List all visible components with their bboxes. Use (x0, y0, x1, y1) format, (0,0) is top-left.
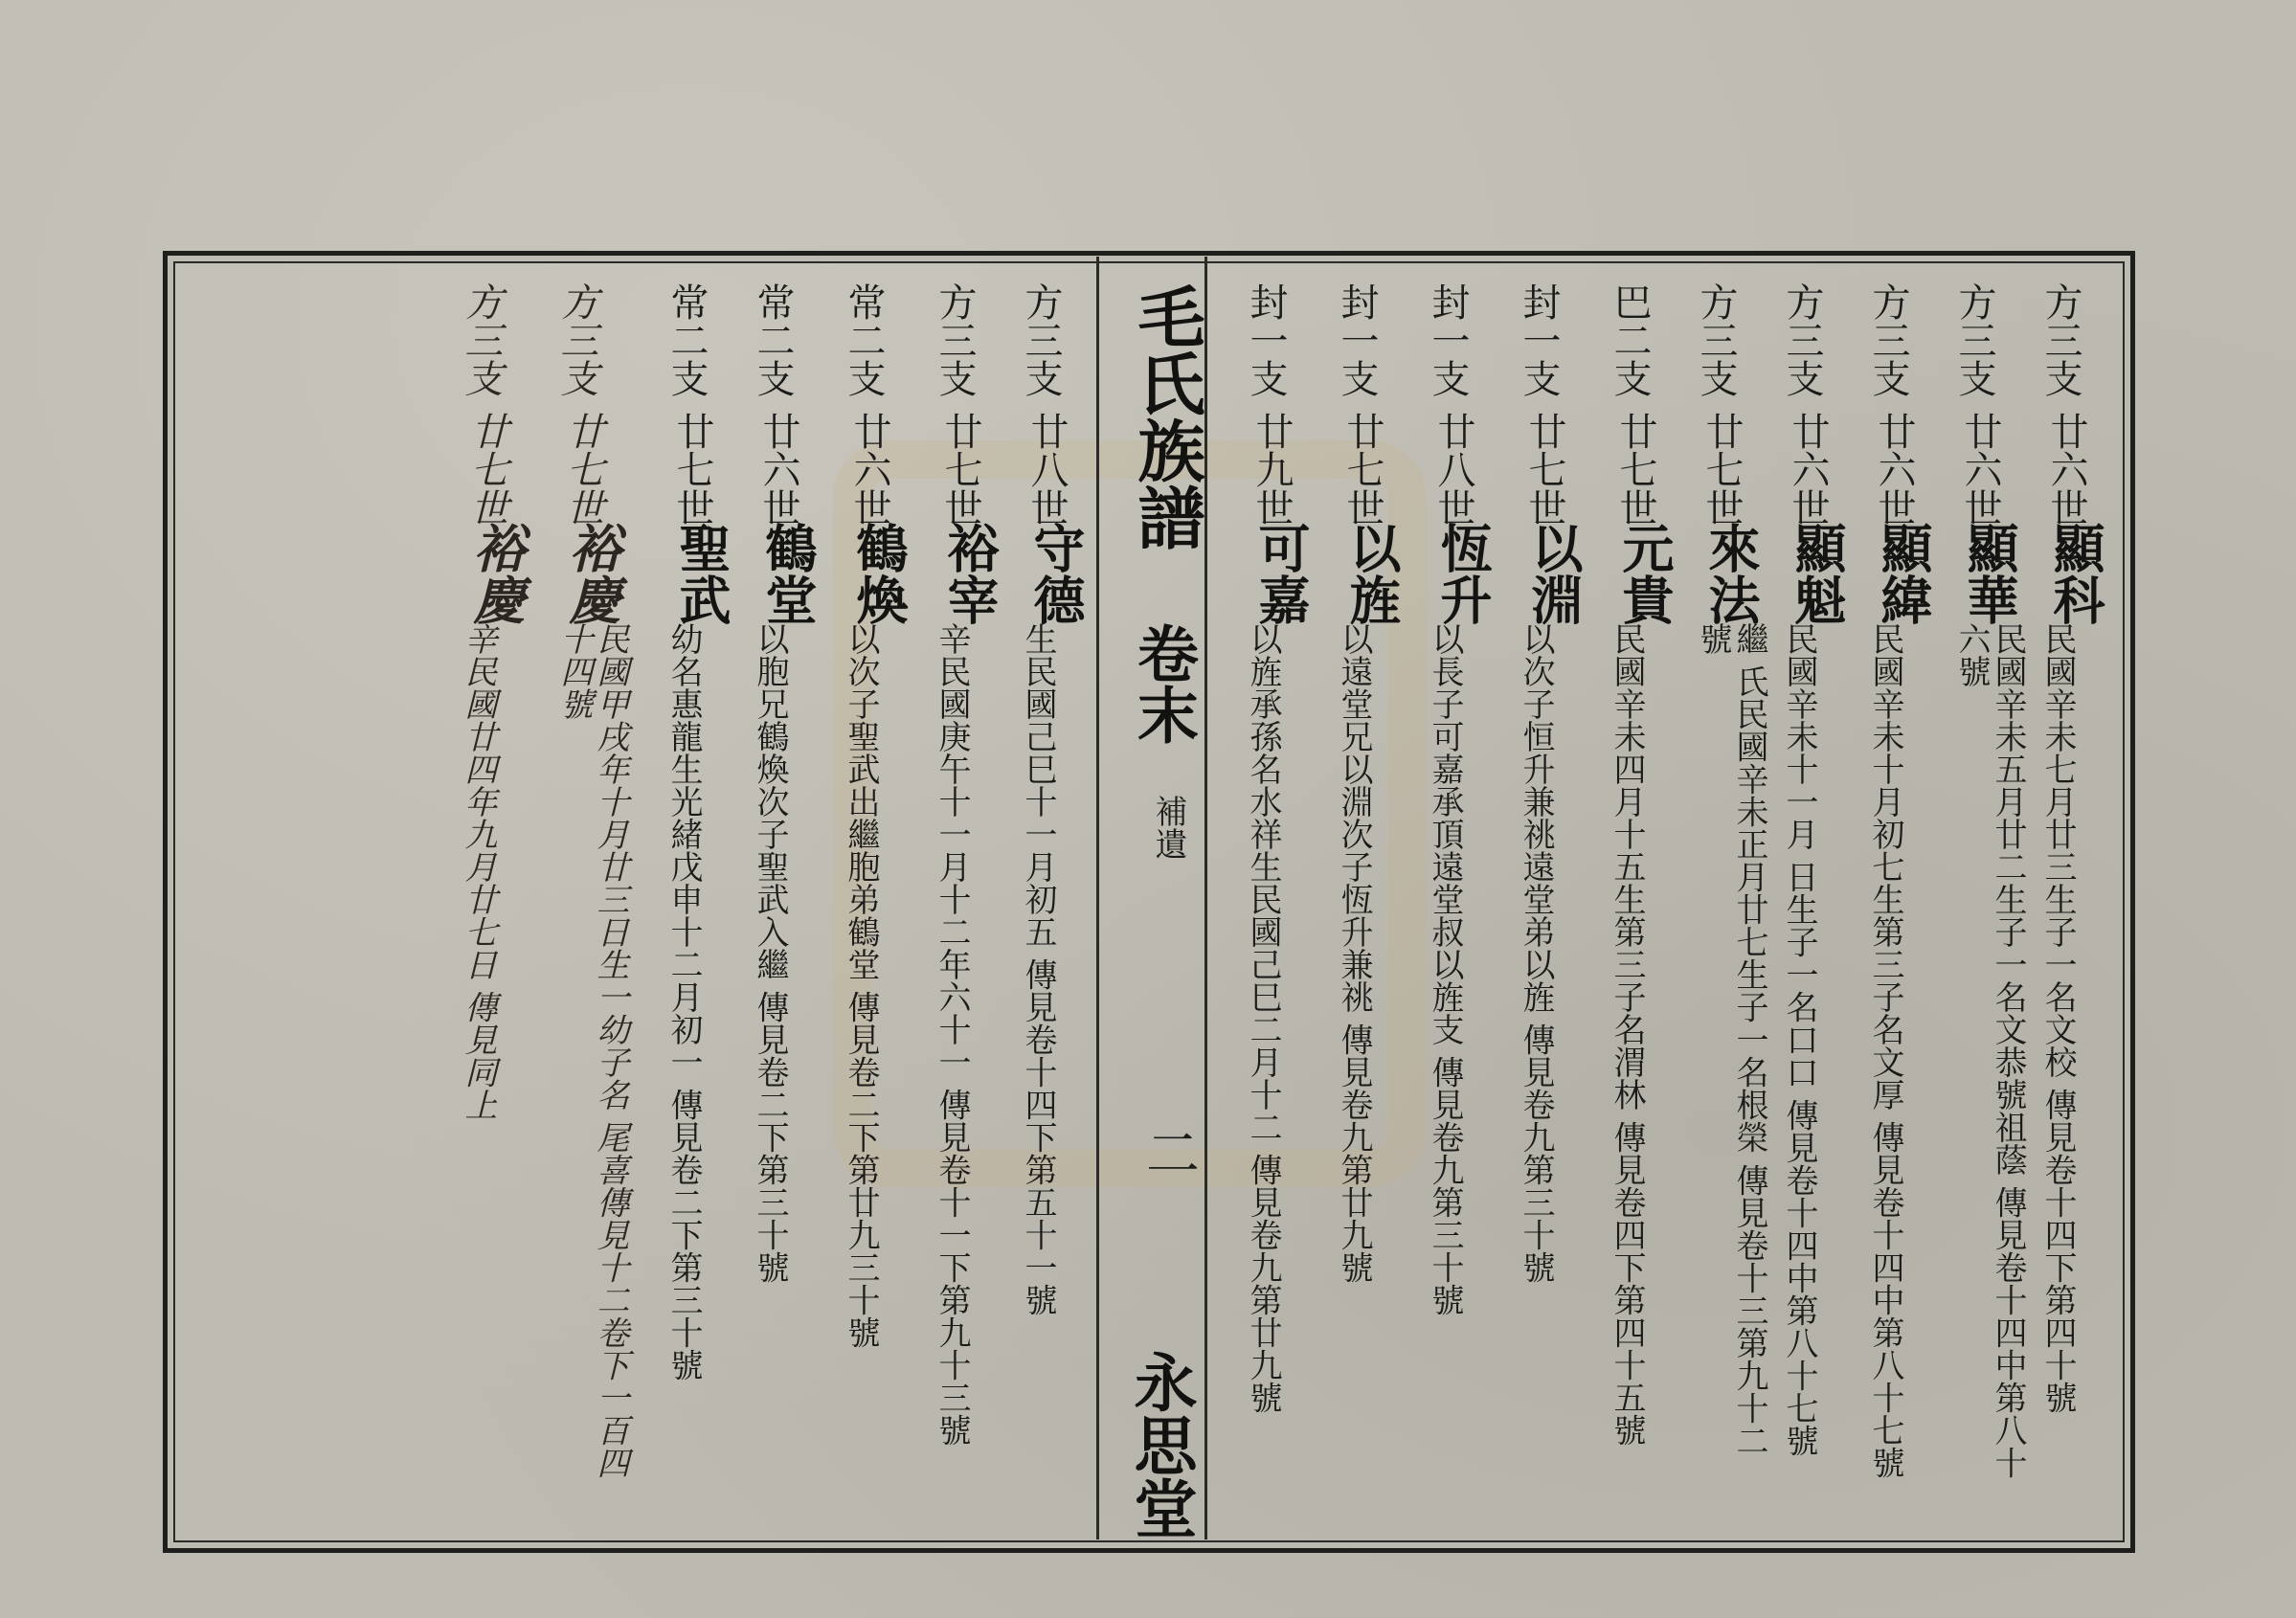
entry-name: 顯魁 (1787, 522, 1848, 625)
entry-generation: 廿七世 (1522, 412, 1566, 527)
entry-detail: 辛民國庚午十一月十二年六十一 傳見卷十一下第九十三號 (933, 622, 971, 1447)
entry-generation: 廿八世 (1024, 412, 1069, 527)
entry-branch: 封一支 (1426, 282, 1470, 397)
entry-branch: 方三支 (1866, 282, 1910, 397)
entry-generation: 廿六世 (2044, 412, 2088, 527)
entry-detail: 以次子聖武出繼胞弟鶴堂 傳見卷二下第廿九三十號 (842, 622, 880, 1349)
entry-branch: 封一支 (1244, 282, 1288, 397)
entry-branch: 方三支 (554, 282, 598, 397)
entry-name: 顯緯 (1873, 522, 1934, 625)
entry-name: 裕宰 (939, 522, 1001, 625)
entry-name: 元貴 (1614, 522, 1676, 625)
entry-generation: 廿七世 (1613, 412, 1657, 527)
entry-generation: 廿七世 (1699, 412, 1744, 527)
entry-detail: 以旌承孫名水祥生民國己巳二月十二 傳見卷九第廿九號 (1244, 622, 1282, 1414)
entry-name: 裕慶 (465, 522, 527, 625)
entry-name: 守德 (1025, 522, 1087, 625)
entry-detail: 幼名惠龍生光緒戊申十二月初一 傳見卷二下第三十號 (664, 622, 703, 1382)
entry-detail: 民國辛未五月廿二生子一名文恭號祖蔭 傳見卷十四中第八十六號 (1952, 622, 2027, 1479)
entry-generation: 廿七世 (560, 412, 604, 527)
entry-generation: 廿六世 (1786, 412, 1830, 527)
section-label: 補遺 (1149, 795, 1187, 860)
entry-branch: 封一支 (1517, 282, 1561, 397)
entry-detail: 以遠堂兄以淵次子恆升兼祧 傳見卷九第廿九號 (1335, 622, 1373, 1284)
entry-generation: 廿七世 (938, 412, 982, 527)
entry-name: 顯華 (1959, 522, 2020, 625)
entry-branch: 方三支 (1780, 282, 1824, 397)
entry-branch: 方三支 (933, 282, 977, 397)
entry-branch: 方三支 (1952, 282, 1996, 397)
page-number: 二 (1137, 1125, 1200, 1179)
entry-branch: 方三支 (1019, 282, 1063, 397)
entry-name: 鶴煥 (848, 522, 910, 625)
hall-name: 永思堂 (1123, 1350, 1198, 1539)
entry-name: 聖武 (671, 522, 732, 625)
entry-branch: 常二支 (842, 282, 886, 397)
entry-detail: 民國辛未七月廿三生子一名文校 傳見卷十四下第四十號 (2038, 622, 2077, 1414)
entry-name: 恆升 (1432, 522, 1494, 625)
entry-generation: 廿六世 (847, 412, 891, 527)
entry-detail: 生民國己巳十一月初五 傳見卷十四下第五十一號 (1019, 622, 1057, 1316)
entry-generation: 廿七世 (1340, 412, 1384, 527)
entry-detail: 民國甲戌年十月廿三日生一幼子名 尾喜傳見十二卷下一百四十四號 (554, 622, 629, 1479)
entry-detail: 民國辛未十月初七生第三子名文厚 傳見卷十四中第八十七號 (1866, 622, 1904, 1479)
entry-name: 來法 (1700, 522, 1762, 625)
entry-name: 鶴堂 (757, 522, 819, 625)
entry-name: 以淵 (1523, 522, 1585, 625)
entry-generation: 廿七世 (464, 412, 508, 527)
entry-branch: 方三支 (2038, 282, 2082, 397)
entry-detail: 辛民國廿四年九月廿七日 傳見同上 (459, 622, 497, 1121)
entry-generation: 廿九世 (1249, 412, 1294, 527)
volume-label: 卷末 (1127, 622, 1199, 745)
entry-detail: 以長子可嘉承頂遠堂叔以旌支 傳見卷九第三十號 (1426, 622, 1464, 1316)
entry-generation: 廿六世 (1872, 412, 1916, 527)
entry-detail: 繼 氏民國辛未正月廿七生子一名根榮 傳見卷十三第九十二號 (1694, 622, 1768, 1457)
entry-generation: 廿八世 (1431, 412, 1475, 527)
entry-branch: 封一支 (1335, 282, 1379, 397)
entry-detail: 民國辛未十一月 日生子一名口口 傳見卷十四中第八十七號 (1780, 622, 1818, 1457)
entry-generation: 廿六世 (756, 412, 800, 527)
entry-name: 顯科 (2045, 522, 2106, 625)
entry-branch: 常二支 (751, 282, 795, 397)
book-title: 毛氏族譜 (1127, 282, 1206, 551)
entry-detail: 以胞兄鶴煥次子聖武入繼 傳見卷二下第三十號 (751, 622, 789, 1284)
entry-generation: 廿六世 (1958, 412, 2002, 527)
entry-name: 以旌 (1341, 522, 1403, 625)
entry-detail: 以次子恒升兼祧遠堂弟以旌 傳見卷九第三十號 (1517, 622, 1555, 1284)
entry-branch: 巴二支 (1608, 282, 1652, 397)
entry-branch: 方三支 (1694, 282, 1738, 397)
entry-detail: 民國辛未四月十五生第三子名渭林 傳見卷四下第四十五號 (1608, 622, 1646, 1447)
entry-branch: 常二支 (664, 282, 709, 397)
entry-branch: 方三支 (459, 282, 503, 397)
entry-name: 可嘉 (1250, 522, 1312, 625)
entry-generation: 廿七世 (670, 412, 714, 527)
entry-name: 裕慶 (561, 522, 622, 625)
